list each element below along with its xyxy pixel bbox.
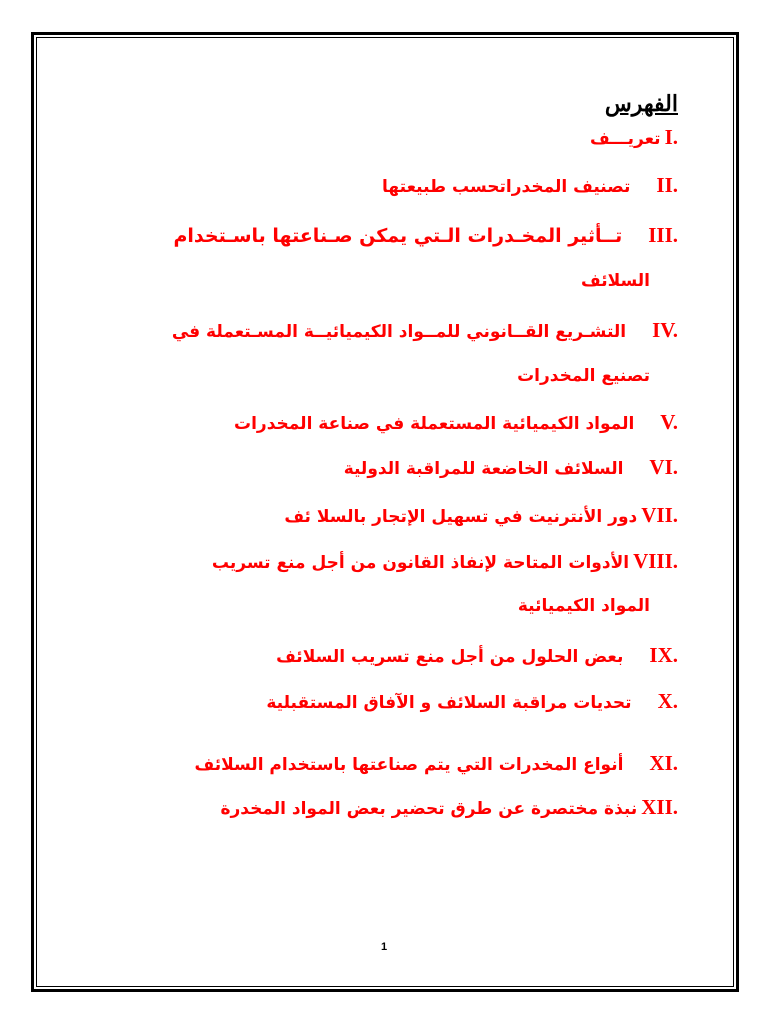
toc-entry-continuation: تصنيع المخدرات xyxy=(517,366,650,386)
toc-entry-number: IX. xyxy=(649,643,678,667)
toc-entry-number: I. xyxy=(664,125,678,149)
toc-entry-number: IV. xyxy=(652,318,678,342)
toc-title: الفهرس xyxy=(604,91,678,116)
toc-entry xyxy=(172,318,678,344)
toc-entry-text: دور الأنترنيت في تسهيل الإتجار بالسلا ئف xyxy=(284,507,638,527)
toc-entry-text: التشـريع القــانوني للمــواد الكيميائيــة المسـتعملة في xyxy=(171,322,627,342)
toc-entry-number: II. xyxy=(656,173,678,197)
toc-entry-number: VIII. xyxy=(633,549,678,573)
toc-entry-number: XII. xyxy=(641,795,678,819)
toc-entry-number: XI. xyxy=(649,751,678,775)
toc-entry xyxy=(276,643,678,669)
toc-entry-text: السلائف الخاضعة للمراقبة الدولية xyxy=(343,459,624,479)
toc-entry xyxy=(220,795,678,821)
toc-entry-text: نبذة مختصرة عن طرق تحضير بعض المواد المخدرة xyxy=(220,799,638,819)
toc-entry xyxy=(284,503,678,529)
toc-entry xyxy=(212,549,678,575)
toc-entry-number: V. xyxy=(660,410,678,434)
toc-entry xyxy=(344,455,678,481)
toc-entry xyxy=(590,125,678,151)
toc-entry-text: تعريـــف xyxy=(589,129,661,149)
toc-entry-number: X. xyxy=(657,689,678,713)
toc-entry-text: أنواع المخدرات التي يتم صناعتها باستخدام السلائف xyxy=(194,755,624,775)
toc-entry-text: بعض الحلول من أجل منع تسريب السلائف xyxy=(276,647,624,667)
toc-entry-text: المواد الكيميائية المستعملة في صناعة المخدرات xyxy=(234,414,635,434)
toc-entry xyxy=(234,410,678,436)
toc-entry-text: تصنيف المخدراتحسب طبيعتها xyxy=(382,177,631,197)
toc-entry-text: الأدوات المتاحة لإنفاذ القانون من أجل منع تسريب xyxy=(211,553,630,573)
toc-entry-continuation: السلائف xyxy=(580,271,650,291)
toc-entry xyxy=(173,223,678,248)
toc-entry-number: VI. xyxy=(649,455,678,479)
page-number: 1 xyxy=(380,941,388,953)
toc-entry-number: III. xyxy=(648,223,678,247)
toc-entry-text: تــأثير المخـدرات الـتي يمكن صـناعتها باسـتخدام xyxy=(173,225,623,247)
toc-entry-number: VII. xyxy=(641,503,678,527)
toc-entry xyxy=(194,751,678,777)
toc-entry-text: تحديات مراقبة السلائف و الآفاق المستقبلية xyxy=(266,693,632,713)
toc-entry xyxy=(382,173,678,199)
toc-entry xyxy=(266,689,678,715)
toc-entry-continuation: المواد الكيميائية xyxy=(517,596,650,616)
